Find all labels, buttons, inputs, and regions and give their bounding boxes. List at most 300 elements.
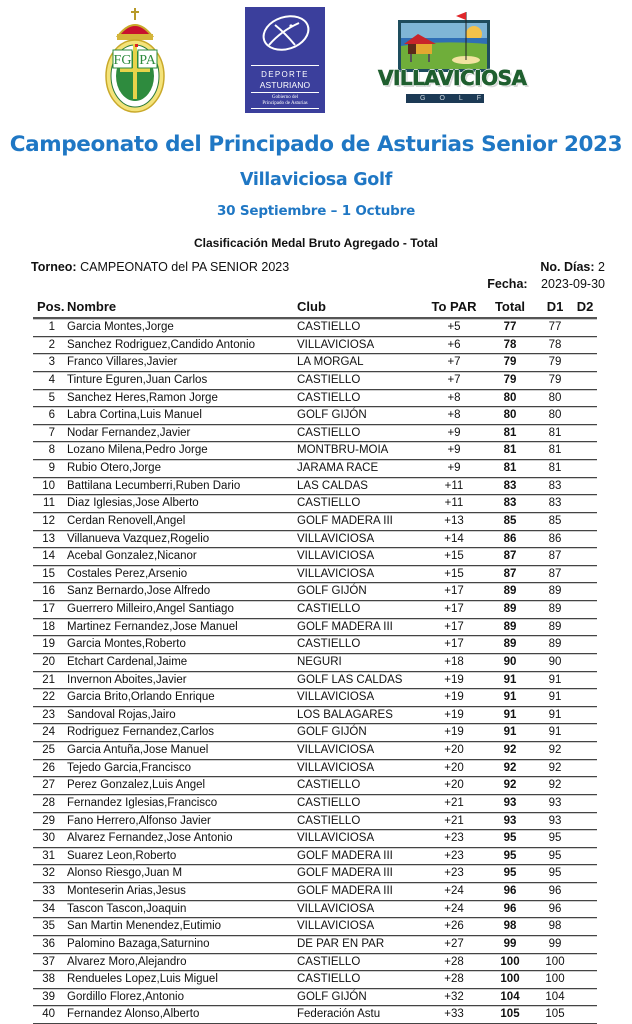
cell-total: 92 [503,779,517,792]
cell-pos: 16 [42,585,55,598]
cell-club: VILLAVICIOSA [297,832,375,845]
event-dates: 30 Septiembre – 1 Octubre [216,203,416,219]
cell-to-par: +11 [444,479,464,492]
cell-to-par: +7 [447,356,461,369]
cell-pos: 37 [42,955,55,968]
cell-name: Alvarez Moro,Alejandro [67,955,187,968]
cell-total: 81 [503,462,517,474]
cell-d1: 83 [548,479,562,492]
cell-name: Sanchez Heres,Ramon Jorge [67,391,218,404]
cell-to-par: +27 [444,937,464,950]
cell-total: 89 [503,638,517,651]
cell-name: Fernandez Iglesias,Francisco [67,796,218,809]
cell-pos: 2 [48,338,55,351]
cell-total: 80 [503,409,517,422]
cell-d1: 98 [548,920,562,933]
cell-pos: 10 [42,479,55,492]
cell-d1: 95 [548,867,562,880]
cell-club: VILLAVICIOSA [297,691,375,704]
cell-d1: 81 [548,444,562,457]
cell-pos: 1 [48,321,55,333]
fgpa-crest-logo [104,6,166,114]
cell-pos: 17 [42,603,55,615]
table-row [33,425,597,443]
cell-name: Battilana Lecumberri,Ruben Dario [67,479,241,492]
cell-club: CASTIELLO [297,955,361,968]
table-row [33,478,597,496]
cell-name: Tinture Eguren,Juan Carlos [67,373,208,386]
cell-to-par: +18 [444,655,464,668]
cell-pos: 21 [42,673,55,686]
table-row [33,619,597,637]
gobierno-line: Gobierno del [271,95,299,100]
cell-total: 93 [503,814,517,827]
cell-club: VILLAVICIOSA [297,920,375,933]
asturiano-text: ASTURIANO [259,80,311,90]
cell-club: CASTIELLO [297,814,361,827]
results-table [33,298,597,1024]
cell-name: Alvarez Fernandez,Jose Antonio [67,832,233,845]
cell-name: Rubio Otero,Jorge [67,462,161,474]
table-row [33,954,597,972]
cell-total: 81 [503,426,517,439]
cell-d1: 83 [548,497,562,510]
cell-pos: 4 [48,373,55,386]
cell-total: 91 [503,691,517,704]
table-row [33,390,597,408]
cell-name: Franco Villares,Javier [67,356,178,369]
cell-pos: 5 [48,391,55,404]
page-subtitle: Villaviciosa Golf [239,170,393,190]
cell-pos: 30 [42,832,55,845]
cell-total: 79 [503,373,517,386]
crest-icon [104,6,166,114]
col-header-total: Total [494,299,526,314]
cell-total: 86 [503,532,517,545]
cell-total: 80 [503,391,517,404]
table-row [33,989,597,1007]
cell-club: VILLAVICIOSA [297,902,375,915]
cell-total: 90 [503,655,517,668]
cell-total: 92 [503,744,517,756]
cell-club: LA MORGAL [297,356,364,369]
cell-total: 104 [500,990,520,1003]
cell-d1: 92 [548,761,562,774]
cell-pos: 36 [42,937,55,950]
cell-club: CASTIELLO [297,497,361,510]
cell-pos: 29 [42,814,55,827]
table-row [33,901,597,919]
cell-total: 95 [503,849,517,862]
cell-name: Sanz Bernardo,Jose Alfredo [67,585,211,598]
cell-d1: 79 [548,356,562,369]
cell-name: Perez Gonzalez,Luis Angel [67,779,206,792]
cell-total: 87 [503,567,517,580]
divider [251,92,319,93]
dias-value: 2 [598,260,605,274]
cell-d1: 95 [548,832,562,845]
cell-total: 83 [503,497,517,510]
cell-total: 91 [503,673,517,686]
table-row [33,777,597,795]
table-row [33,672,597,690]
torneo-info [31,260,289,274]
cell-total: 100 [500,973,520,986]
cell-d1: 89 [548,585,562,598]
table-row [33,583,597,601]
table-row [33,865,597,883]
cell-club: GOLF MADERA III [297,620,393,633]
cell-name: Invernon Aboites,Javier [67,673,187,686]
table-body [33,319,597,1024]
cell-club: NEGURI [297,655,342,668]
torneo-label: Torneo: [31,260,77,274]
cell-d1: 89 [548,620,562,633]
cell-name: Fernandez Alonso,Alberto [67,1008,200,1021]
cell-name: Alonso Riesgo,Juan M [67,867,183,880]
cell-name: Diaz Iglesias,Jose Alberto [67,497,199,510]
cell-to-par: +33 [444,1008,464,1021]
cell-pos: 13 [42,532,55,545]
villaviciosa-golf-logo [372,10,527,110]
cell-club: CASTIELLO [297,796,361,809]
table-row [33,337,597,355]
cell-to-par: +23 [444,832,464,845]
table-row [33,971,597,989]
cell-club: VILLAVICIOSA [297,761,375,774]
cell-total: 95 [503,832,517,845]
cell-name: Martinez Fernandez,Jose Manuel [67,620,238,633]
cell-club: GOLF MADERA III [297,867,393,880]
table-row [33,513,597,531]
cell-total: 79 [503,356,517,369]
cell-club: GOLF MADERA III [297,514,393,527]
cell-d1: 80 [548,391,562,404]
cell-d1: 89 [548,638,562,651]
cell-to-par: +8 [447,409,461,422]
cell-d1: 91 [548,708,562,721]
cell-name: San Martin Menendez,Eutimio [67,920,222,933]
table-row [33,319,597,337]
cell-d1: 78 [548,338,562,351]
cell-club: Federación Astu [297,1008,381,1021]
golf-landscape-icon [398,10,494,74]
cell-name: Labra Cortina,Luis Manuel [67,409,202,422]
cell-club: GOLF GIJÓN [297,726,367,739]
cell-club: CASTIELLO [297,603,361,615]
cell-d1: 93 [548,814,562,827]
cell-d1: 92 [548,779,562,792]
cell-d1: 96 [548,902,562,915]
col-header-to-par: To PAR [431,299,477,314]
report-title: Clasificación Medal Bruto Agregado - Total [193,236,439,250]
col-header-club: Club [297,299,326,314]
cell-total: 93 [503,796,517,809]
athlete-figure-icon [265,19,305,49]
deporte-asturiano-logo [245,7,325,113]
cell-pos: 33 [42,885,55,897]
cell-to-par: +24 [444,885,464,897]
cell-total: 91 [503,708,517,721]
cell-total: 78 [503,338,517,351]
cell-d1: 80 [548,409,562,422]
cell-club: CASTIELLO [297,779,361,792]
cell-pos: 32 [42,867,55,880]
cell-pos: 25 [42,744,55,756]
cell-d1: 92 [548,744,562,756]
cell-to-par: +26 [444,920,464,933]
table-row [33,848,597,866]
table-row [33,636,597,654]
cell-pos: 34 [42,902,55,915]
cell-d1: 87 [548,550,562,563]
cell-d1: 105 [545,1008,565,1021]
cell-name: Fano Herrero,Alfonso Javier [67,814,211,827]
cell-name: Sandoval Rojas,Jairo [67,708,176,721]
cell-pos: 15 [42,567,55,580]
cell-to-par: +17 [444,585,464,598]
cell-d1: 93 [548,796,562,809]
cell-total: 89 [503,620,517,633]
cell-to-par: +7 [447,373,461,386]
table-row [33,813,597,831]
cell-total: 98 [503,920,517,933]
cell-pos: 27 [42,779,55,792]
cell-to-par: +32 [444,990,464,1003]
table-row [33,495,597,513]
cell-d1: 81 [548,426,562,439]
cell-club: MONTBRU-MOIA [297,444,389,457]
cell-total: 77 [503,321,517,333]
cell-pos: 9 [48,462,55,474]
cell-pos: 28 [42,796,55,809]
cell-d1: 91 [548,673,562,686]
table-row [33,830,597,848]
cell-total: 89 [503,585,517,598]
cell-to-par: +9 [447,462,461,474]
principado-line: Principado de Asturias [262,101,308,106]
table-row [33,531,597,549]
cell-name: Etchart Cardenal,Jaime [67,655,188,668]
cell-pos: 20 [42,655,55,668]
cell-d1: 104 [545,990,565,1003]
cell-d1: 96 [548,885,562,897]
table-row [33,918,597,936]
cell-name: Villanueva Vazquez,Rogelio [67,532,210,545]
fecha-value: 2023-09-30 [541,277,605,291]
cell-pos: 11 [43,497,55,510]
cell-club: DE PAR EN PAR [297,937,385,950]
cell-name: Costales Perez,Arsenio [67,567,188,580]
cell-club: GOLF LAS CALDAS [297,673,403,686]
cell-d1: 77 [548,321,562,333]
cell-pos: 40 [42,1008,55,1021]
cell-club: GOLF GIJÓN [297,585,367,598]
cell-name: Guerrero Milleiro,Angel Santiago [67,603,234,615]
cell-total: 89 [503,603,517,615]
cell-pos: 7 [48,426,55,439]
table-row [33,936,597,954]
cell-to-par: +20 [444,744,464,756]
cell-to-par: +15 [444,550,464,563]
cell-pos: 35 [42,920,55,933]
cell-club: GOLF GIJÓN [297,990,367,1003]
table-row [33,654,597,672]
cell-name: Tascon Tascon,Joaquin [67,902,187,915]
table-row [33,760,597,778]
cell-to-par: +11 [444,497,464,510]
cell-name: Garcia Antuña,Jose Manuel [67,744,209,756]
col-header-nombre: Nombre [67,299,117,314]
cell-total: 105 [500,1008,520,1021]
cell-total: 96 [503,902,517,915]
cell-to-par: +21 [444,796,464,809]
cell-name: Palomino Bazaga,Saturnino [67,937,210,950]
cell-pos: 24 [42,726,55,739]
cell-to-par: +20 [444,761,464,774]
cell-to-par: +17 [444,603,464,615]
cell-to-par: +21 [444,814,464,827]
table-row [33,460,597,478]
cell-d1: 91 [548,726,562,739]
cell-name: Garcia Brito,Orlando Enrique [67,691,215,704]
cell-to-par: +13 [444,514,464,527]
table-row [33,548,597,566]
cell-club: VILLAVICIOSA [297,338,375,351]
col-header-d1: D1 [546,299,564,314]
divider [251,65,319,66]
cell-name: Acebal Gonzalez,Nicanor [67,550,197,563]
cell-club: CASTIELLO [297,391,361,404]
cell-to-par: +19 [444,673,464,686]
cell-name: Rendueles Lopez,Luis Miguel [67,973,218,986]
table-row [33,442,597,460]
divider [251,108,319,109]
dias-info [540,260,605,274]
cell-d1: 86 [548,532,562,545]
cell-to-par: +28 [444,955,464,968]
cell-total: 83 [503,479,517,492]
gobierno-text [245,95,325,107]
cell-to-par: +20 [444,779,464,792]
cell-to-par: +8 [447,391,461,404]
cell-club: CASTIELLO [297,426,361,439]
cell-club: JARAMA RACE [297,462,379,474]
cell-total: 95 [503,867,517,880]
cell-to-par: +17 [444,638,464,651]
table-row [33,883,597,901]
cell-pos: 3 [48,356,55,369]
cell-name: Monteserin Arias,Jesus [67,885,186,897]
cell-to-par: +15 [444,567,464,580]
cell-pos: 23 [42,708,55,721]
cell-d1: 95 [548,849,562,862]
cell-total: 92 [503,761,517,774]
cell-pos: 31 [42,849,55,862]
table-row [33,1006,597,1024]
table-row [33,372,597,390]
table-row [33,601,597,619]
table-header [33,298,597,319]
table-row [33,689,597,707]
cell-club: GOLF MADERA III [297,849,393,862]
cell-pos: 26 [42,761,55,774]
cell-club: CASTIELLO [297,973,361,986]
cell-total: 81 [503,444,517,457]
cell-pos: 19 [42,638,55,651]
cell-club: GOLF MADERA III [297,885,393,897]
cell-name: Gordillo Florez,Antonio [67,990,184,1003]
cell-club: CASTIELLO [297,638,361,651]
cell-d1: 100 [545,973,565,986]
cell-pos: 38 [42,973,55,986]
cell-to-par: +5 [447,321,461,333]
page-title: Campeonato del Principado de Asturias Senior 2023 [9,132,623,157]
cell-to-par: +19 [444,708,464,721]
cell-club: VILLAVICIOSA [297,532,375,545]
cell-d1: 100 [545,955,565,968]
cell-name: Tejedo Garcia,Francisco [67,761,191,774]
cell-total: 87 [503,550,517,563]
cell-pos: 6 [48,409,55,422]
table-row [33,407,597,425]
cell-total: 91 [503,726,517,739]
villaviciosa-wordmark: VILLAVICIOSA [378,66,527,90]
cell-d1: 91 [548,691,562,704]
cell-pos: 18 [42,620,55,633]
fecha-info [487,277,605,291]
cell-club: CASTIELLO [297,373,361,386]
cell-club: CASTIELLO [297,321,361,333]
cell-d1: 90 [548,655,562,668]
cell-d1: 87 [548,567,562,580]
cell-d1: 81 [548,462,562,474]
svg-text:FG: FG [113,53,132,68]
golf-wordmark: GOLF [406,94,484,103]
cell-name: Garcia Montes,Roberto [67,638,186,651]
logo-bar [0,0,632,120]
cell-pos: 12 [42,514,55,527]
cell-to-par: +23 [444,867,464,880]
cell-name: Lozano Milena,Pedro Jorge [67,444,208,457]
cell-d1: 99 [548,937,562,950]
table-row [33,566,597,584]
fecha-label: Fecha: [487,277,528,291]
svg-text:PA: PA [139,53,156,68]
col-header-d2: D2 [576,299,594,314]
cell-club: GOLF GIJÓN [297,409,367,422]
cell-name: Nodar Fernandez,Javier [67,426,191,439]
cell-d1: 85 [548,514,562,527]
cell-d1: 89 [548,603,562,615]
cell-total: 99 [503,937,517,950]
cell-club: VILLAVICIOSA [297,567,375,580]
cell-name: Sanchez Rodriguez,Candido Antonio [67,338,255,351]
cell-total: 100 [500,955,520,968]
cell-to-par: +9 [447,444,461,457]
cell-total: 85 [503,514,517,527]
cell-pos: 14 [42,550,55,563]
cell-to-par: +9 [447,426,461,439]
cell-name: Cerdan Renovell,Angel [67,514,186,527]
cell-name: Suarez Leon,Roberto [67,849,177,862]
cell-club: VILLAVICIOSA [297,744,375,756]
cell-to-par: +19 [444,691,464,704]
cell-club: LOS BALAGARES [297,708,393,721]
cell-name: Rodriguez Fernandez,Carlos [67,726,215,739]
cell-d1: 79 [548,373,562,386]
table-row [33,724,597,742]
